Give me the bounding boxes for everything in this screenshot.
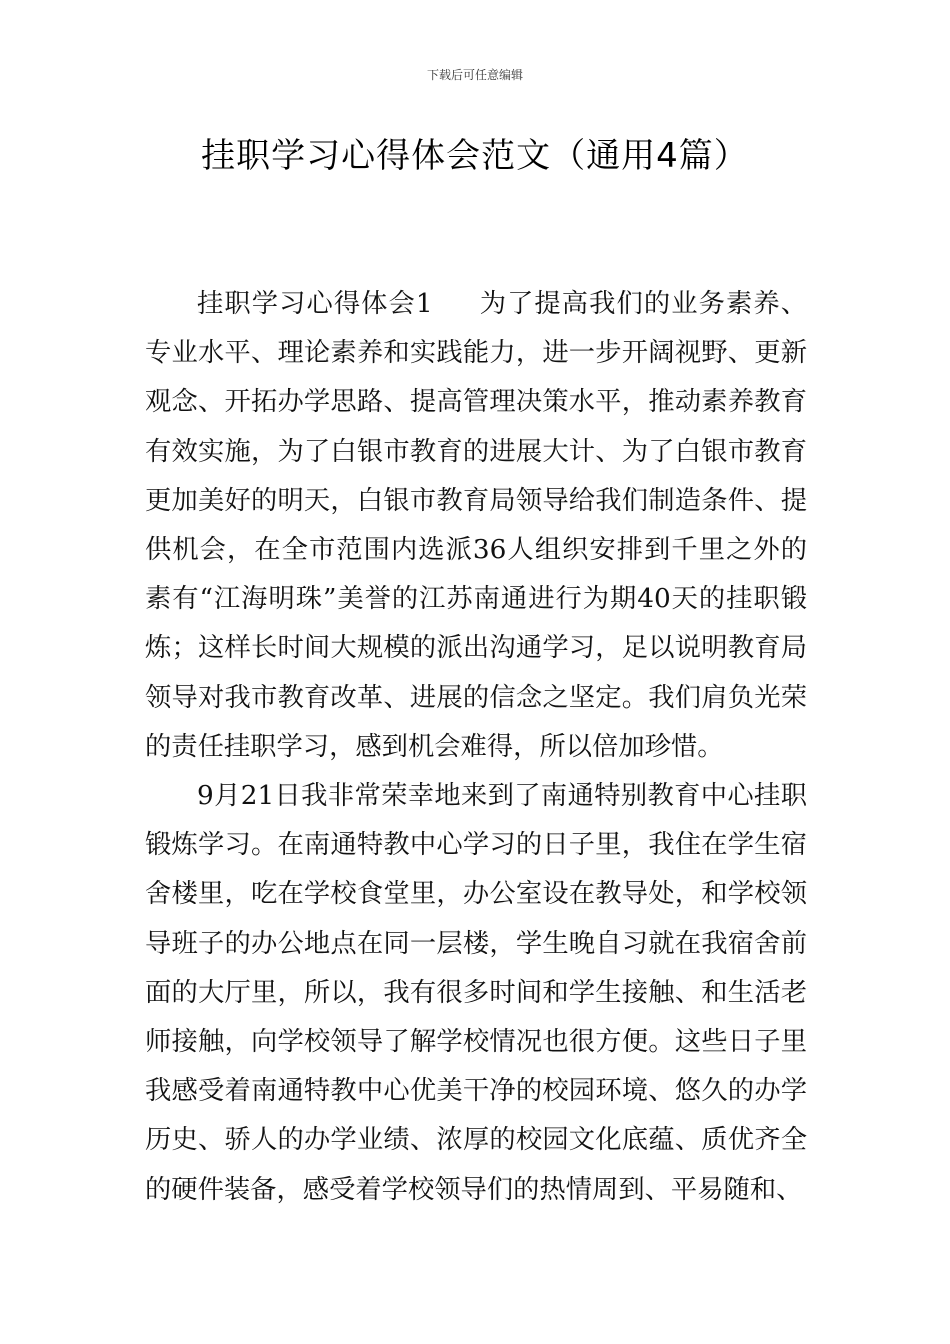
section-label: 挂职学习心得体会1 <box>197 289 433 319</box>
paragraph-1-text: 为了提高我们的业务素养、专业水平、理论素养和实践能力，进一步开阔视野、更新观念、开拓办学思路、提高管理决策水平，推动素养教育有效实施，为了白银市教育的进展大计、为了白银市教育更加美好的明天，白银市教育局领导给我们制造条件、提供机会，在全市范围内选派36人组织安排到千里之外的素有“江海明珠”美誉的江苏南通进行为期40天的挂职锻炼；这样长时间大规模的派出沟通学习，足以说明教育局领导对我市教育改革、进展的信念之坚定。我们肩负光荣的责任挂职学习，感到机会难得，所以倍加珍惜。 <box>145 289 807 762</box>
paragraph-2: 9月21日我非常荣幸地来到了南通特别教育中心挂职锻炼学习。在南通特教中心学习的日子里，我住在学生宿舍楼里，吃在学校食堂里，办公室设在教导处，和学校领导班子的办公地点在同一层楼，学生晚自习就在我宿舍前面的大厅里，所以，我有很多时间和学生接触、和生活老师接触，向学校领导了解学校情况也很方便。这些日子里我感受着南通特教中心优美干净的校园环境、悠久的办学历史、骄人的办学业绩、浓厚的校园文化底蕴、质优齐全的硬件装备，感受着学校领导们的热情周到、平易随和、 <box>145 781 807 1205</box>
paragraph-1 <box>145 280 807 772</box>
document-title: 挂职学习心得体会范文（通用4篇） <box>201 136 749 176</box>
document-body <box>145 280 807 1215</box>
header-note: 下载后可任意编辑 <box>426 68 523 82</box>
